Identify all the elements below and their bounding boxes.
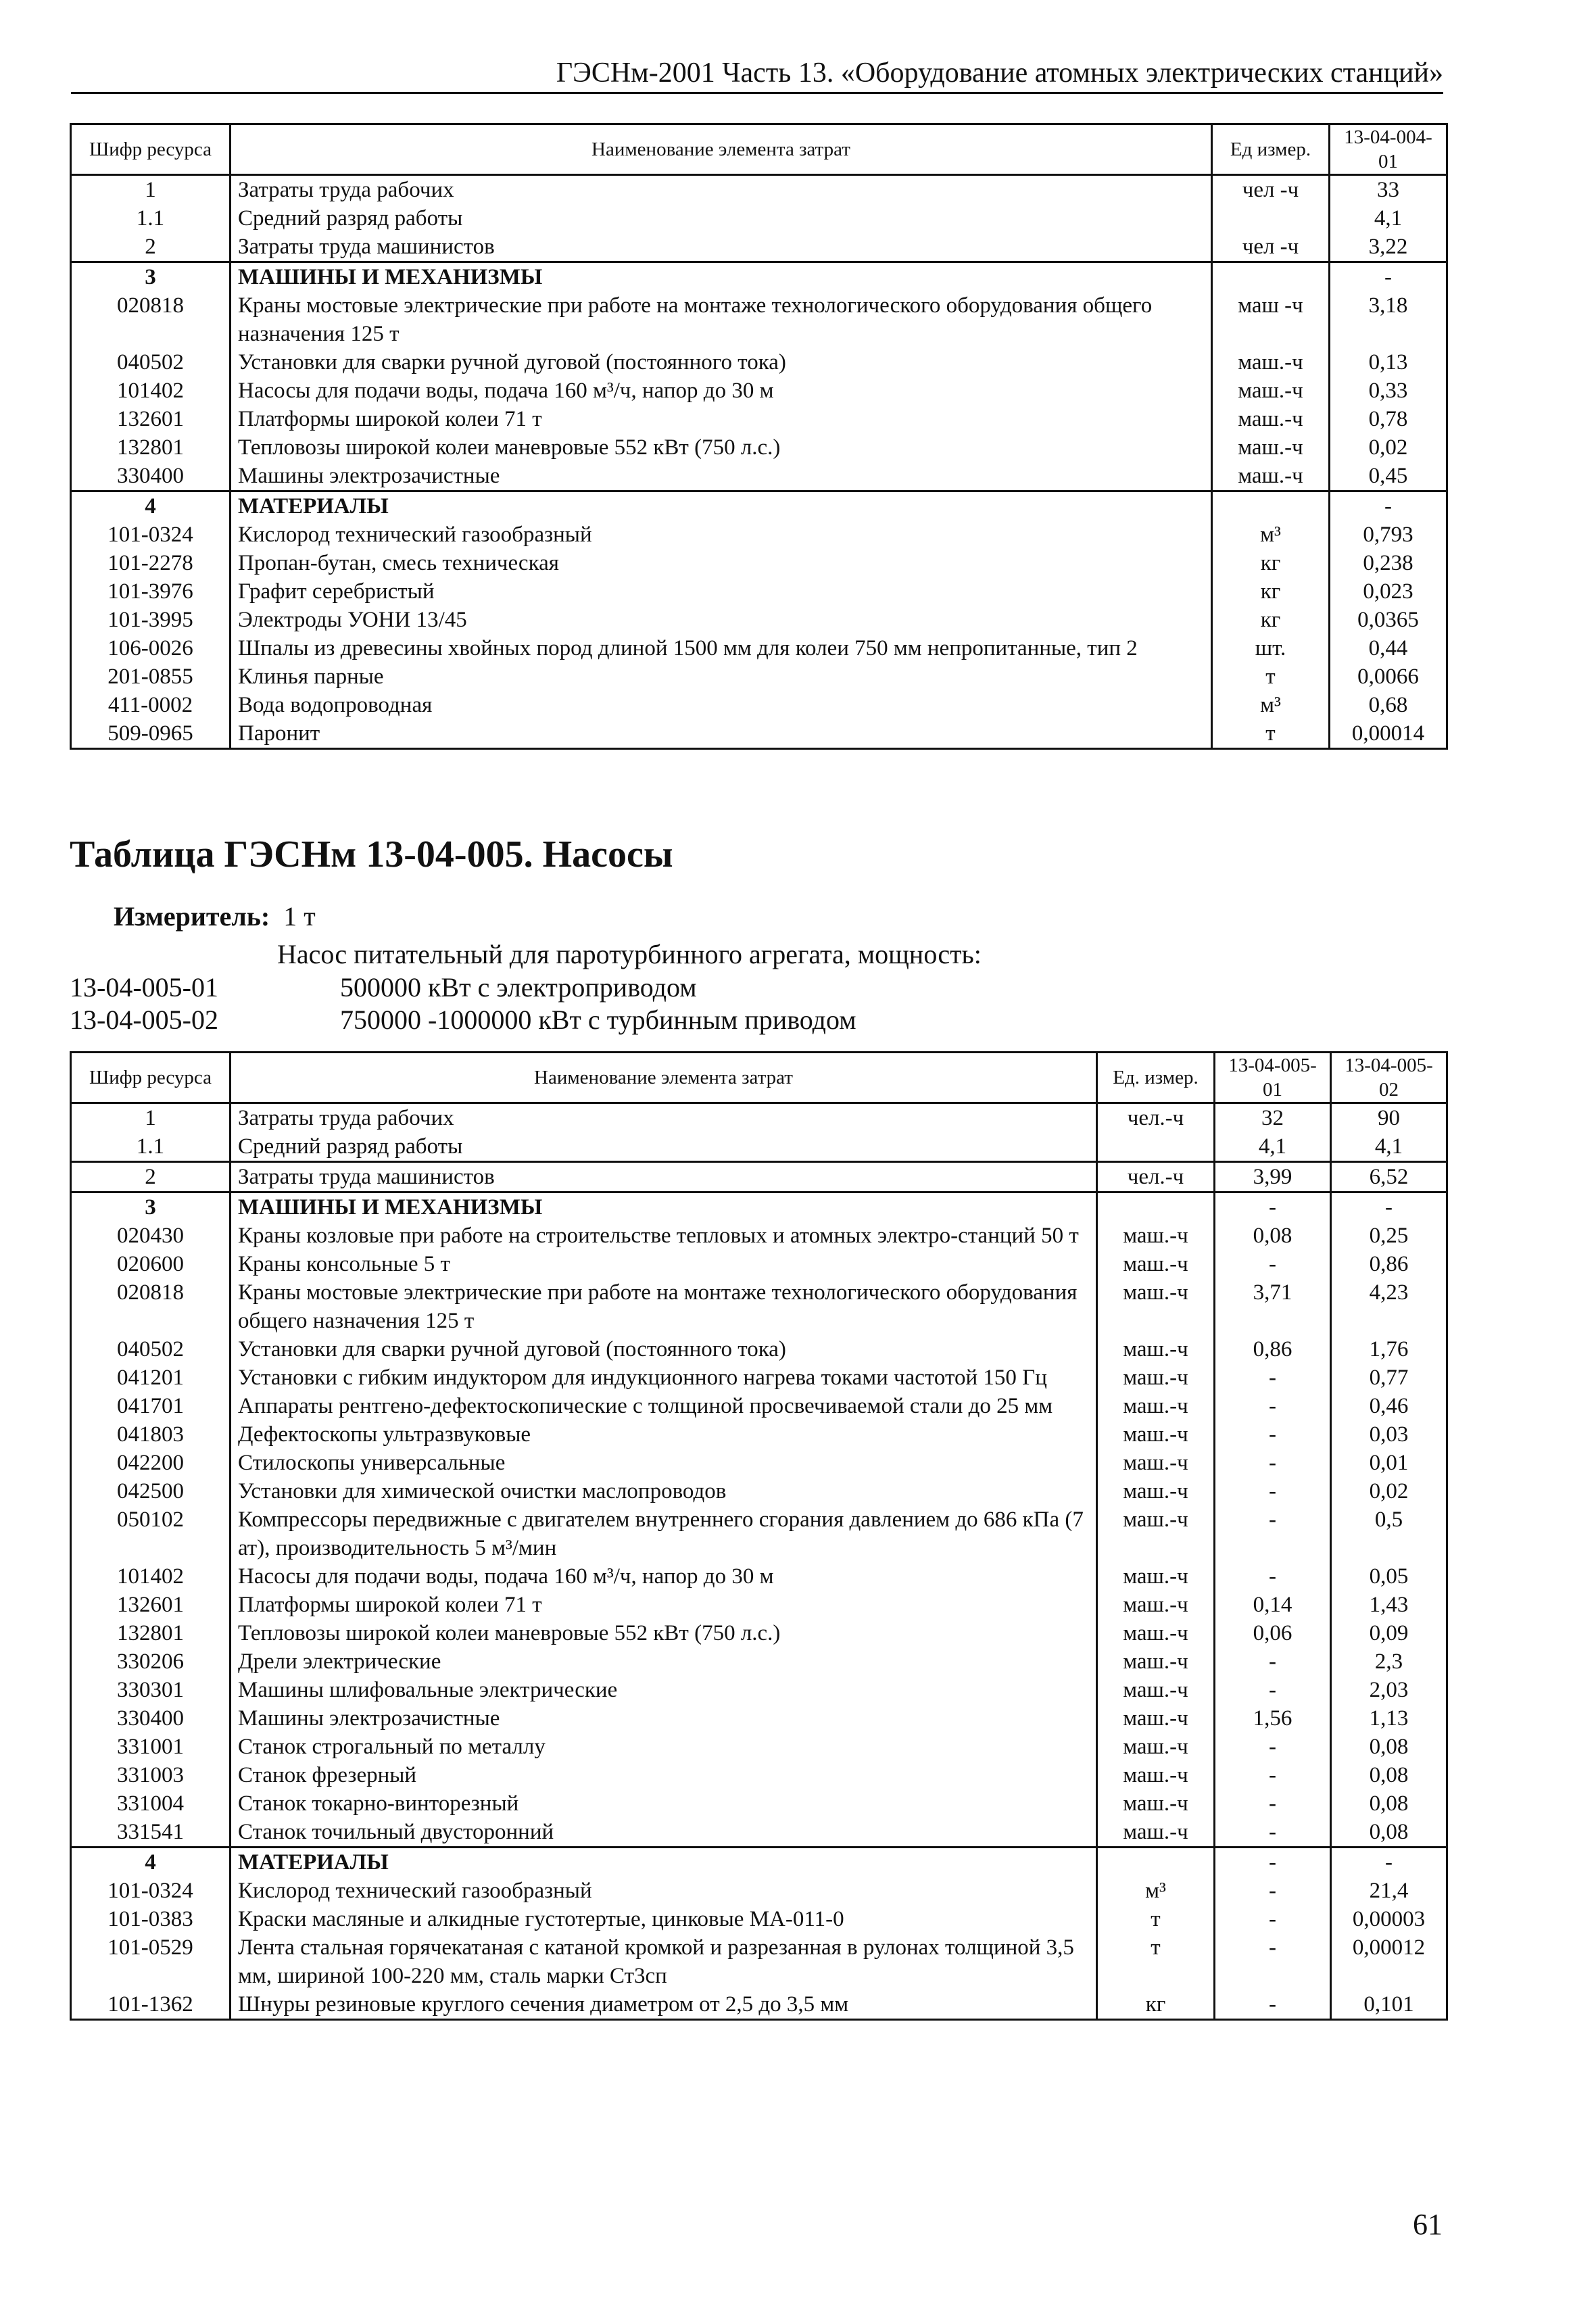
cell-value-2: 0,08: [1331, 1818, 1447, 1848]
cell-name: Краны консольные 5 т: [231, 1250, 1097, 1278]
table-row: [71, 1278, 1447, 1335]
cell-value-1: 0,0365: [1330, 606, 1447, 634]
table-row: [71, 1733, 1447, 1761]
cell-name: Краны мостовые электрические при работе на монтаже технологического оборудования общего назначения 125 т: [231, 291, 1212, 348]
cell-code: 201-0855: [107, 665, 193, 689]
cell-name: Машины шлифовальные электрические: [231, 1676, 1097, 1704]
cell-unit: [1097, 1192, 1215, 1222]
cell-value-1: -: [1330, 262, 1447, 292]
cell-unit: чел.-ч: [1097, 1162, 1215, 1192]
table-row: [71, 1848, 1447, 1877]
table-row: [71, 1250, 1447, 1278]
cell-value-2: -: [1331, 1192, 1447, 1222]
table-row: [71, 1676, 1447, 1704]
table-row: [71, 1877, 1447, 1905]
cell-code: 509-0965: [107, 721, 193, 746]
resource-table-13-04-005: [70, 1051, 1448, 2021]
table-header-row: [71, 124, 1447, 175]
table-row: [71, 433, 1447, 462]
cell-unit: [1212, 491, 1330, 521]
cell-name: Дрели электрические: [231, 1647, 1097, 1676]
cell-code: 041803: [117, 1422, 184, 1447]
cell-code: 101-0383: [107, 1907, 193, 1931]
table-row: [71, 1192, 1447, 1222]
cell-name: Компрессоры передвижные с двигателем внутреннего сгорания давлением до 686 кПа (7 ат), производительность 5 м³/мин: [231, 1505, 1097, 1562]
cell-value-2: 90: [1331, 1103, 1447, 1133]
cell-value-1: 0,08: [1215, 1222, 1331, 1250]
table-row: [71, 1647, 1447, 1676]
cell-unit: м³: [1212, 691, 1330, 719]
cell-name: МАТЕРИАЛЫ: [231, 491, 1212, 521]
cell-name: Платформы широкой колеи 71 т: [231, 1591, 1097, 1619]
cell-value-1: 3,99: [1215, 1162, 1331, 1192]
cell-name: МАШИНЫ И МЕХАНИЗМЫ: [231, 1192, 1097, 1222]
cell-value-1: 0,0066: [1330, 662, 1447, 691]
cell-value-2: 0,5: [1331, 1505, 1447, 1562]
table-row: [71, 1392, 1447, 1420]
cell-code: 1: [71, 175, 231, 205]
cell-value-1: -: [1215, 1477, 1331, 1505]
cell-unit: маш.-ч: [1212, 377, 1330, 405]
cell-value-1: -: [1215, 1990, 1331, 2020]
cell-unit: [1212, 262, 1330, 292]
cell-unit: м³: [1212, 521, 1330, 549]
cell-unit: маш.-ч: [1097, 1420, 1215, 1449]
cell-code: 330400: [117, 1706, 184, 1731]
table-row: [71, 1905, 1447, 1933]
cell-value-2: 1,43: [1331, 1591, 1447, 1619]
cell-code: 330400: [117, 464, 184, 488]
cell-code: 101402: [117, 1564, 184, 1589]
table-row: [71, 1132, 1447, 1162]
table-row: [71, 1505, 1447, 1562]
cell-value-2: 0,08: [1331, 1789, 1447, 1818]
cell-value-1: 0,023: [1330, 577, 1447, 606]
cell-value-2: 0,46: [1331, 1392, 1447, 1420]
cell-code: 101-1362: [107, 1992, 193, 2017]
meter-label: Измеритель:: [114, 901, 270, 932]
cell-value-1: 0,68: [1330, 691, 1447, 719]
cell-value-2: 4,1: [1331, 1132, 1447, 1162]
cell-name: Машины электрозачистные: [231, 1704, 1097, 1733]
cell-unit: маш.-ч: [1097, 1335, 1215, 1364]
cell-unit: чел -ч: [1212, 175, 1330, 205]
cell-value-2: -: [1331, 1848, 1447, 1877]
table-row: [71, 1933, 1447, 1990]
cell-code: 040502: [117, 1337, 184, 1361]
cell-unit: маш.-ч: [1097, 1818, 1215, 1848]
cell-value-2: 0,02: [1331, 1477, 1447, 1505]
table-header-row: [71, 1053, 1447, 1103]
meter-value: 1 т: [283, 901, 316, 932]
cell-name: МАШИНЫ И МЕХАНИЗМЫ: [231, 262, 1212, 292]
cell-unit: м³: [1097, 1877, 1215, 1905]
cell-unit: маш.-ч: [1097, 1789, 1215, 1818]
running-header: ГЭСНм-2001 Часть 13. «Оборудование атомных электрических станций»: [71, 57, 1443, 94]
col-header-norm-004-01: 13-04-004-01: [1330, 124, 1447, 175]
norm-variant-text: 750000 -1000000 кВт с турбинным приводом: [340, 1005, 856, 1035]
cell-value-2: 0,08: [1331, 1733, 1447, 1761]
cell-name: Дефектоскопы ультразвуковые: [231, 1420, 1097, 1449]
cell-name: Аппараты рентгено-дефектоскопические с толщиной просвечиваемой стали до 25 мм: [231, 1392, 1097, 1420]
cell-code: 331004: [117, 1791, 184, 1816]
table-row: [71, 1619, 1447, 1647]
cell-value-2: 4,23: [1331, 1278, 1447, 1335]
cell-value-2: 0,05: [1331, 1562, 1447, 1591]
cell-value-1: 4,1: [1330, 204, 1447, 233]
table-row: [71, 262, 1447, 292]
cell-code: 050102: [117, 1507, 184, 1532]
cell-value-1: 0,06: [1215, 1619, 1331, 1647]
cell-value-1: 0,86: [1215, 1335, 1331, 1364]
cell-value-1: -: [1215, 1449, 1331, 1477]
cell-value-2: 2,3: [1331, 1647, 1447, 1676]
cell-value-1: -: [1215, 1505, 1331, 1562]
cell-value-1: 33: [1330, 175, 1447, 205]
table-row: [71, 1420, 1447, 1449]
table-row: [71, 1364, 1447, 1392]
cell-code: 106-0026: [107, 636, 193, 660]
cell-code: 041701: [117, 1394, 184, 1418]
cell-value-1: 3,71: [1215, 1278, 1331, 1335]
cell-name: Краны мостовые электрические при работе на монтаже технологического оборудования общего назначения 125 т: [231, 1278, 1097, 1335]
cell-name: Установки для сварки ручной дуговой (постоянного тока): [231, 348, 1212, 377]
cell-value-1: 0,14: [1215, 1591, 1331, 1619]
norm-variant-text: 500000 кВт с электроприводом: [340, 972, 697, 1003]
cell-name: Насосы для подачи воды, подача 160 м³/ч, напор до 30 м: [231, 1562, 1097, 1591]
cell-value-2: 0,77: [1331, 1364, 1447, 1392]
col-header-name: Наименование элемента затрат: [231, 124, 1212, 175]
cell-unit: маш.-ч: [1097, 1704, 1215, 1733]
cell-code: 1.1: [136, 1134, 165, 1159]
cell-code: 331541: [117, 1820, 184, 1844]
cell-unit: [1097, 1132, 1215, 1162]
cell-code: 042500: [117, 1479, 184, 1503]
cell-value-2: 21,4: [1331, 1877, 1447, 1905]
cell-name: Краны козловые при работе на строительстве тепловых и атомных электро-станций 50 т: [231, 1222, 1097, 1250]
cell-name: Затраты труда машинистов: [231, 233, 1212, 262]
norm-variant: [70, 971, 697, 1003]
cell-value-2: 0,86: [1331, 1250, 1447, 1278]
cell-value-1: -: [1215, 1818, 1331, 1848]
cell-name: Станок токарно-винторезный: [231, 1789, 1097, 1818]
cell-value-1: 0,238: [1330, 549, 1447, 577]
cell-name: Установки для химической очистки маслопроводов: [231, 1477, 1097, 1505]
cell-unit: маш.-ч: [1097, 1562, 1215, 1591]
cell-code: 132801: [117, 1621, 184, 1645]
cell-code: 3: [71, 1192, 231, 1222]
cell-name: Кислород технический газообразный: [231, 521, 1212, 549]
cell-code: 2: [145, 235, 156, 259]
cell-unit: маш.-ч: [1097, 1733, 1215, 1761]
cell-unit: маш.-ч: [1097, 1761, 1215, 1789]
cell-value-1: -: [1215, 1364, 1331, 1392]
cell-value-2: 6,52: [1331, 1162, 1447, 1192]
cell-unit: маш.-ч: [1097, 1250, 1215, 1278]
table-row: [71, 1335, 1447, 1364]
table-row: [71, 1562, 1447, 1591]
cell-unit: маш.-ч: [1097, 1505, 1215, 1562]
cell-code: 132601: [117, 407, 184, 431]
cell-code: 1.1: [136, 206, 165, 231]
table-row: [71, 1162, 1447, 1192]
table-title: Таблица ГЭСНм 13-04-005. Насосы: [70, 834, 673, 875]
cell-name: Кислород технический газообразный: [231, 1877, 1097, 1905]
cell-value-1: -: [1215, 1761, 1331, 1789]
cell-code: 4: [71, 491, 231, 521]
cell-code: 101-0529: [107, 1935, 193, 1960]
cell-code: 411-0002: [107, 693, 193, 717]
table-row: [71, 549, 1447, 577]
cell-name: Затраты труда рабочих: [231, 175, 1212, 205]
table-row: [71, 1591, 1447, 1619]
cell-value-1: -: [1215, 1392, 1331, 1420]
cell-value-1: 0,44: [1330, 634, 1447, 662]
cell-value-1: -: [1215, 1250, 1331, 1278]
cell-unit: маш.-ч: [1212, 462, 1330, 491]
table-row: [71, 233, 1447, 262]
cell-value-1: 0,78: [1330, 405, 1447, 433]
table-row: [71, 1704, 1447, 1733]
table-row: [71, 462, 1447, 491]
cell-value-1: 0,00014: [1330, 719, 1447, 749]
cell-code: 3: [71, 262, 231, 292]
cell-name: Лента стальная горячекатаная с катаной кромкой и разрезанная в рулонах толщиной 3,5 мм, шириной 100-220 мм, сталь марки Ст3сп: [231, 1933, 1097, 1990]
norm-variant-code: 13-04-005-02: [70, 1005, 218, 1035]
cell-code: 4: [71, 1848, 231, 1877]
cell-value-1: -: [1215, 1676, 1331, 1704]
cell-value-1: 4,1: [1215, 1132, 1331, 1162]
cell-unit: маш.-ч: [1097, 1278, 1215, 1335]
cell-code: 101-0324: [107, 1879, 193, 1903]
cell-unit: кг: [1097, 1990, 1215, 2020]
cell-value-1: -: [1215, 1905, 1331, 1933]
cell-code: 331001: [117, 1735, 184, 1759]
col-header-name: Наименование элемента затрат: [231, 1053, 1097, 1103]
table-body: [71, 1103, 1447, 2020]
cell-unit: кг: [1212, 549, 1330, 577]
cell-unit: [1212, 204, 1330, 233]
cell-value-1: 0,02: [1330, 433, 1447, 462]
cell-unit: маш.-ч: [1097, 1591, 1215, 1619]
cell-name: Установки с гибким индуктором для индукционного нагрева токами частотой 150 Гц: [231, 1364, 1097, 1392]
cell-name: Затраты труда рабочих: [231, 1103, 1097, 1133]
cell-name: Установки для сварки ручной дуговой (постоянного тока): [231, 1335, 1097, 1364]
cell-value-1: 1,56: [1215, 1704, 1331, 1733]
cell-code: 101-3995: [107, 608, 193, 632]
cell-code: 101402: [117, 379, 184, 403]
cell-value-2: 0,03: [1331, 1420, 1447, 1449]
table-row: [71, 377, 1447, 405]
cell-name: Тепловозы широкой колеи маневровые 552 кВт (750 л.с.): [231, 433, 1212, 462]
page-number: 61: [1413, 2208, 1443, 2241]
cell-value-2: 0,25: [1331, 1222, 1447, 1250]
table-row: [71, 1477, 1447, 1505]
cell-code: 101-0324: [107, 523, 193, 547]
cell-unit: маш.-ч: [1097, 1676, 1215, 1704]
cell-value-1: -: [1215, 1877, 1331, 1905]
cell-value-1: -: [1215, 1420, 1331, 1449]
cell-value-1: 0,33: [1330, 377, 1447, 405]
cell-value-2: 0,101: [1331, 1990, 1447, 2020]
cell-name: Краски масляные и алкидные густотертые, цинковые МА-011-0: [231, 1905, 1097, 1933]
cell-unit: шт.: [1212, 634, 1330, 662]
table-row: [71, 662, 1447, 691]
table-row: [71, 1789, 1447, 1818]
table-row: [71, 719, 1447, 749]
cell-value-1: -: [1215, 1192, 1331, 1222]
cell-unit: т: [1212, 719, 1330, 749]
cell-code: 330301: [117, 1678, 184, 1702]
cell-value-2: 0,00012: [1331, 1933, 1447, 1990]
cell-unit: маш.-ч: [1097, 1647, 1215, 1676]
cell-unit: маш.-ч: [1097, 1477, 1215, 1505]
cell-unit: т: [1097, 1933, 1215, 1990]
cell-unit: маш.-ч: [1212, 433, 1330, 462]
cell-value-2: 0,08: [1331, 1761, 1447, 1789]
cell-code: 132601: [117, 1593, 184, 1617]
table-row: [71, 1103, 1447, 1133]
cell-value-1: 3,22: [1330, 233, 1447, 262]
cell-code: 101-2278: [107, 551, 193, 575]
col-header-code: Шифр ресурса: [71, 1053, 231, 1103]
cell-name: Средний разряд работы: [231, 1132, 1097, 1162]
cell-name: Платформы широкой колеи 71 т: [231, 405, 1212, 433]
table-row: [71, 1818, 1447, 1848]
col-header-norm-005-02: 13-04-005-02: [1331, 1053, 1447, 1103]
table-row: [71, 691, 1447, 719]
cell-value-1: -: [1215, 1733, 1331, 1761]
cell-code: 042200: [117, 1451, 184, 1475]
cell-unit: чел.-ч: [1097, 1103, 1215, 1133]
cell-name: Шпалы из древесины хвойных пород длиной 1500 мм для колеи 750 мм непропитанные, тип 2: [231, 634, 1212, 662]
cell-code: 020818: [117, 1280, 184, 1305]
table-row: [71, 348, 1447, 377]
col-header-unit: Ед. измер.: [1097, 1053, 1215, 1103]
cell-code: 2: [71, 1162, 231, 1192]
cell-code: 331003: [117, 1763, 184, 1787]
cell-name: Станок точильный двусторонний: [231, 1818, 1097, 1848]
table-row: [71, 1449, 1447, 1477]
cell-code: 020818: [117, 293, 184, 318]
cell-value-1: -: [1215, 1562, 1331, 1591]
cell-value-1: -: [1215, 1647, 1331, 1676]
cell-value-1: -: [1215, 1933, 1331, 1990]
norm-description: Насос питательный для паротурбинного агрегата, мощность:: [277, 939, 982, 969]
cell-unit: маш.-ч: [1097, 1392, 1215, 1420]
cell-unit: маш.-ч: [1212, 405, 1330, 433]
col-header-unit: Ед измер.: [1212, 124, 1330, 175]
cell-name: Станок фрезерный: [231, 1761, 1097, 1789]
cell-unit: маш.-ч: [1097, 1222, 1215, 1250]
table-row: [71, 606, 1447, 634]
cell-value-1: 0,793: [1330, 521, 1447, 549]
cell-unit: чел -ч: [1212, 233, 1330, 262]
cell-name: Пропан-бутан, смесь техническая: [231, 549, 1212, 577]
cell-code: 132801: [117, 435, 184, 460]
cell-unit: кг: [1212, 577, 1330, 606]
table-row: [71, 204, 1447, 233]
table-row: [71, 521, 1447, 549]
cell-name: Средний разряд работы: [231, 204, 1212, 233]
resource-table-13-04-004: [70, 123, 1448, 750]
cell-code: 020600: [117, 1252, 184, 1276]
cell-unit: маш.-ч: [1097, 1619, 1215, 1647]
table-row: [71, 1222, 1447, 1250]
cell-name: Насосы для подачи воды, подача 160 м³/ч, напор до 30 м: [231, 377, 1212, 405]
cell-unit: кг: [1212, 606, 1330, 634]
cell-value-1: 0,13: [1330, 348, 1447, 377]
cell-value-2: 1,76: [1331, 1335, 1447, 1364]
cell-name: Затраты труда машинистов: [231, 1162, 1097, 1192]
cell-name: Графит серебристый: [231, 577, 1212, 606]
col-header-norm-005-01: 13-04-005-01: [1215, 1053, 1331, 1103]
table-row: [71, 1761, 1447, 1789]
cell-code: 330206: [117, 1649, 184, 1674]
col-header-code: Шифр ресурса: [71, 124, 231, 175]
cell-unit: маш -ч: [1212, 291, 1330, 348]
cell-value-1: -: [1215, 1789, 1331, 1818]
cell-value-2: 0,01: [1331, 1449, 1447, 1477]
cell-name: Станок строгальный по металлу: [231, 1733, 1097, 1761]
cell-code: 041201: [117, 1366, 184, 1390]
cell-name: Вода водопроводная: [231, 691, 1212, 719]
cell-name: Шнуры резиновые круглого сечения диаметром от 2,5 до 3,5 мм: [231, 1990, 1097, 2020]
cell-name: Паронит: [231, 719, 1212, 749]
cell-name: Стилоскопы универсальные: [231, 1449, 1097, 1477]
cell-value-2: 0,00003: [1331, 1905, 1447, 1933]
table-row: [71, 491, 1447, 521]
cell-unit: маш.-ч: [1097, 1449, 1215, 1477]
cell-value-1: 32: [1215, 1103, 1331, 1133]
cell-name: МАТЕРИАЛЫ: [231, 1848, 1097, 1877]
cell-unit: т: [1212, 662, 1330, 691]
cell-value-1: -: [1330, 491, 1447, 521]
cell-value-1: 3,18: [1330, 291, 1447, 348]
cell-unit: т: [1097, 1905, 1215, 1933]
norm-variant: [70, 1004, 856, 1036]
cell-name: Машины электрозачистные: [231, 462, 1212, 491]
cell-unit: маш.-ч: [1097, 1364, 1215, 1392]
cell-value-2: 0,09: [1331, 1619, 1447, 1647]
cell-code: 101-3976: [107, 579, 193, 604]
table-row: [71, 175, 1447, 205]
cell-value-2: 1,13: [1331, 1704, 1447, 1733]
table-body: [71, 175, 1447, 749]
cell-name: Электроды УОНИ 13/45: [231, 606, 1212, 634]
cell-code: 040502: [117, 350, 184, 375]
table-row: [71, 1990, 1447, 2020]
cell-name: Тепловозы широкой колеи маневровые 552 кВт (750 л.с.): [231, 1619, 1097, 1647]
cell-code: 020430: [117, 1224, 184, 1248]
cell-unit: маш.-ч: [1212, 348, 1330, 377]
table-row: [71, 291, 1447, 348]
table-row: [71, 634, 1447, 662]
cell-name: Клинья парные: [231, 662, 1212, 691]
table-row: [71, 405, 1447, 433]
cell-value-1: -: [1215, 1848, 1331, 1877]
norm-variant-code: 13-04-005-01: [70, 972, 218, 1003]
meter-line: [114, 900, 316, 932]
cell-value-1: 0,45: [1330, 462, 1447, 491]
cell-code: 1: [71, 1103, 231, 1133]
cell-value-2: 2,03: [1331, 1676, 1447, 1704]
cell-unit: [1097, 1848, 1215, 1877]
table-row: [71, 577, 1447, 606]
